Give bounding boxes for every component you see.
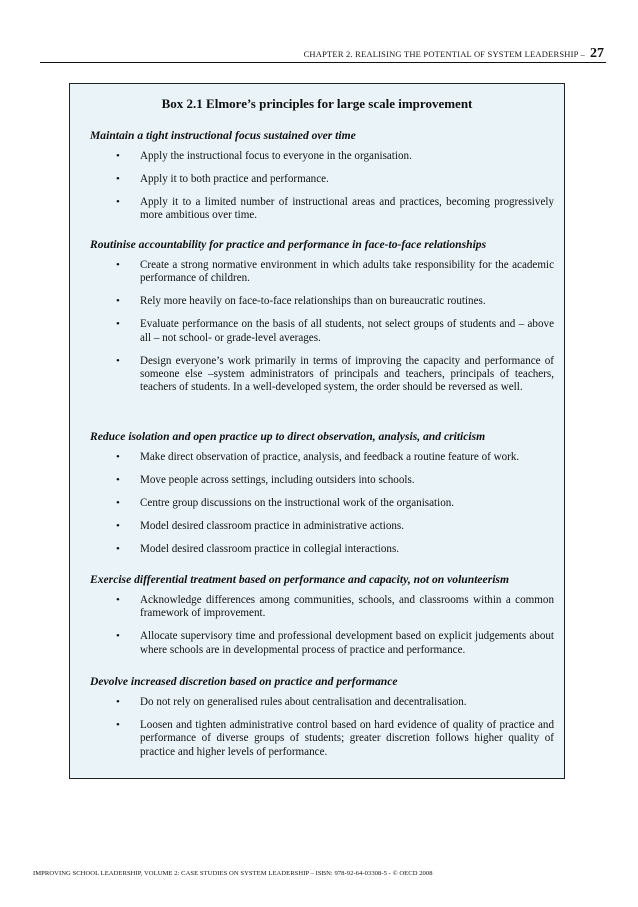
header-rule bbox=[40, 62, 606, 63]
section-heading: Maintain a tight instructional focus sustained over time bbox=[90, 129, 356, 142]
bullet-text: Apply it to a limited number of instructional areas and practices, becoming progressively more ambitious over time. bbox=[140, 195, 554, 222]
list-item bbox=[90, 630, 554, 657]
bullet-icon: • bbox=[116, 295, 120, 308]
bullet-icon: • bbox=[116, 630, 120, 643]
list-item bbox=[90, 451, 554, 464]
bullet-icon: • bbox=[116, 150, 120, 162]
section-open-practice bbox=[90, 429, 554, 566]
section-heading: Routinise accountability for practice and performance in face-to-face relationships bbox=[90, 238, 487, 251]
bullet-text: Centre group discussions on the instructional work of the organisation. bbox=[140, 496, 455, 509]
list-item bbox=[90, 295, 554, 308]
page-footer: IMPROVING SCHOOL LEADERSHIP, VOLUME 2: CASE STUDIES ON SYSTEM LEADERSHIP – ISBN: 978-92-64-03308-5 - © OECD 2008 bbox=[33, 870, 433, 877]
bullet-icon: • bbox=[116, 451, 120, 463]
bullet-icon: • bbox=[116, 594, 120, 606]
list-item bbox=[90, 520, 554, 533]
list-item bbox=[90, 543, 554, 556]
bullet-text: Evaluate performance on the basis of all students, not select groups of students and – above all – not school- or grade-level averages. bbox=[140, 318, 554, 344]
bullet-text: Apply it to both practice and performance. bbox=[140, 172, 329, 185]
bullet-icon: • bbox=[116, 496, 120, 509]
chapter-title: CHAPTER 2. REALISING THE POTENTIAL OF SYSTEM LEADERSHIP – bbox=[303, 49, 585, 59]
bullet-text: Do not rely on generalised rules about centralisation and decentralisation. bbox=[140, 696, 467, 708]
section-heading: Devolve increased discretion based on practice and performance bbox=[90, 675, 398, 688]
bullet-text: Loosen and tighten administrative control based on hard evidence of quality of practice and performance of diverse groups of students; greater discretion follows higher quality of practice and higher levels of performance. bbox=[140, 718, 554, 758]
bullet-icon: • bbox=[116, 542, 120, 555]
bullet-text: Model desired classroom practice in collegial interactions. bbox=[140, 542, 400, 555]
bullet-text: Allocate supervisory time and professional development based on explicit judgements about where schools are in developmental process of practice and performance. bbox=[140, 630, 554, 656]
box-title: Box 2.1 Elmore’s principles for large scale improvement bbox=[161, 96, 473, 111]
bullet-icon: • bbox=[116, 318, 120, 331]
bullet-text: Make direct observation of practice, analysis, and feedback a routine feature of work. bbox=[140, 451, 520, 463]
bullet-icon: • bbox=[116, 519, 120, 532]
list-item bbox=[90, 355, 554, 395]
bullet-icon: • bbox=[116, 473, 120, 486]
list-item bbox=[90, 196, 554, 223]
list-item bbox=[90, 318, 554, 345]
page-number: 27 bbox=[590, 46, 604, 61]
section-accountability bbox=[90, 237, 554, 404]
bullet-icon: • bbox=[116, 172, 120, 185]
section-differential-treatment bbox=[90, 572, 554, 667]
bullet-icon: • bbox=[116, 259, 120, 271]
list-item bbox=[90, 173, 554, 186]
running-head bbox=[40, 44, 604, 62]
list-item bbox=[90, 497, 554, 510]
list-item bbox=[90, 696, 554, 709]
list-item bbox=[90, 474, 554, 487]
bullet-icon: • bbox=[116, 354, 120, 367]
section-instructional-focus bbox=[90, 128, 554, 232]
bullet-text: Model desired classroom practice in administrative actions. bbox=[140, 519, 405, 532]
bullet-icon: • bbox=[116, 718, 120, 731]
section-heading: Exercise differential treatment based on performance and capacity, not on volunteerism bbox=[90, 573, 509, 586]
bullet-icon: • bbox=[116, 696, 120, 708]
section-heading: Reduce isolation and open practice up to direct observation, analysis, and criticism bbox=[90, 430, 486, 443]
bullet-text: Rely more heavily on face-to-face relationships than on bureaucratic routines. bbox=[140, 295, 486, 308]
box-2-1 bbox=[69, 83, 565, 779]
list-item bbox=[90, 719, 554, 759]
bullet-icon: • bbox=[116, 195, 120, 208]
list-item bbox=[90, 150, 554, 163]
bullet-text: Design everyone’s work primarily in terms of improving the capacity and performance of someone else –system administrators of principals and teachers, principals of teachers, teachers of students. In a well-developed system, the order should be reversed as well. bbox=[140, 354, 554, 394]
list-item bbox=[90, 594, 554, 621]
bullet-text: Create a strong normative environment in which adults take responsibility for the academic performance of children. bbox=[140, 259, 554, 285]
list-item bbox=[90, 259, 554, 286]
bullet-text: Acknowledge differences among communities, schools, and classrooms within a common framework of improvement. bbox=[140, 594, 554, 620]
section-devolve-discretion bbox=[90, 674, 554, 769]
bullet-text: Apply the instructional focus to everyone in the organisation. bbox=[140, 150, 412, 162]
bullet-text: Move people across settings, including outsiders into schools. bbox=[140, 473, 415, 486]
